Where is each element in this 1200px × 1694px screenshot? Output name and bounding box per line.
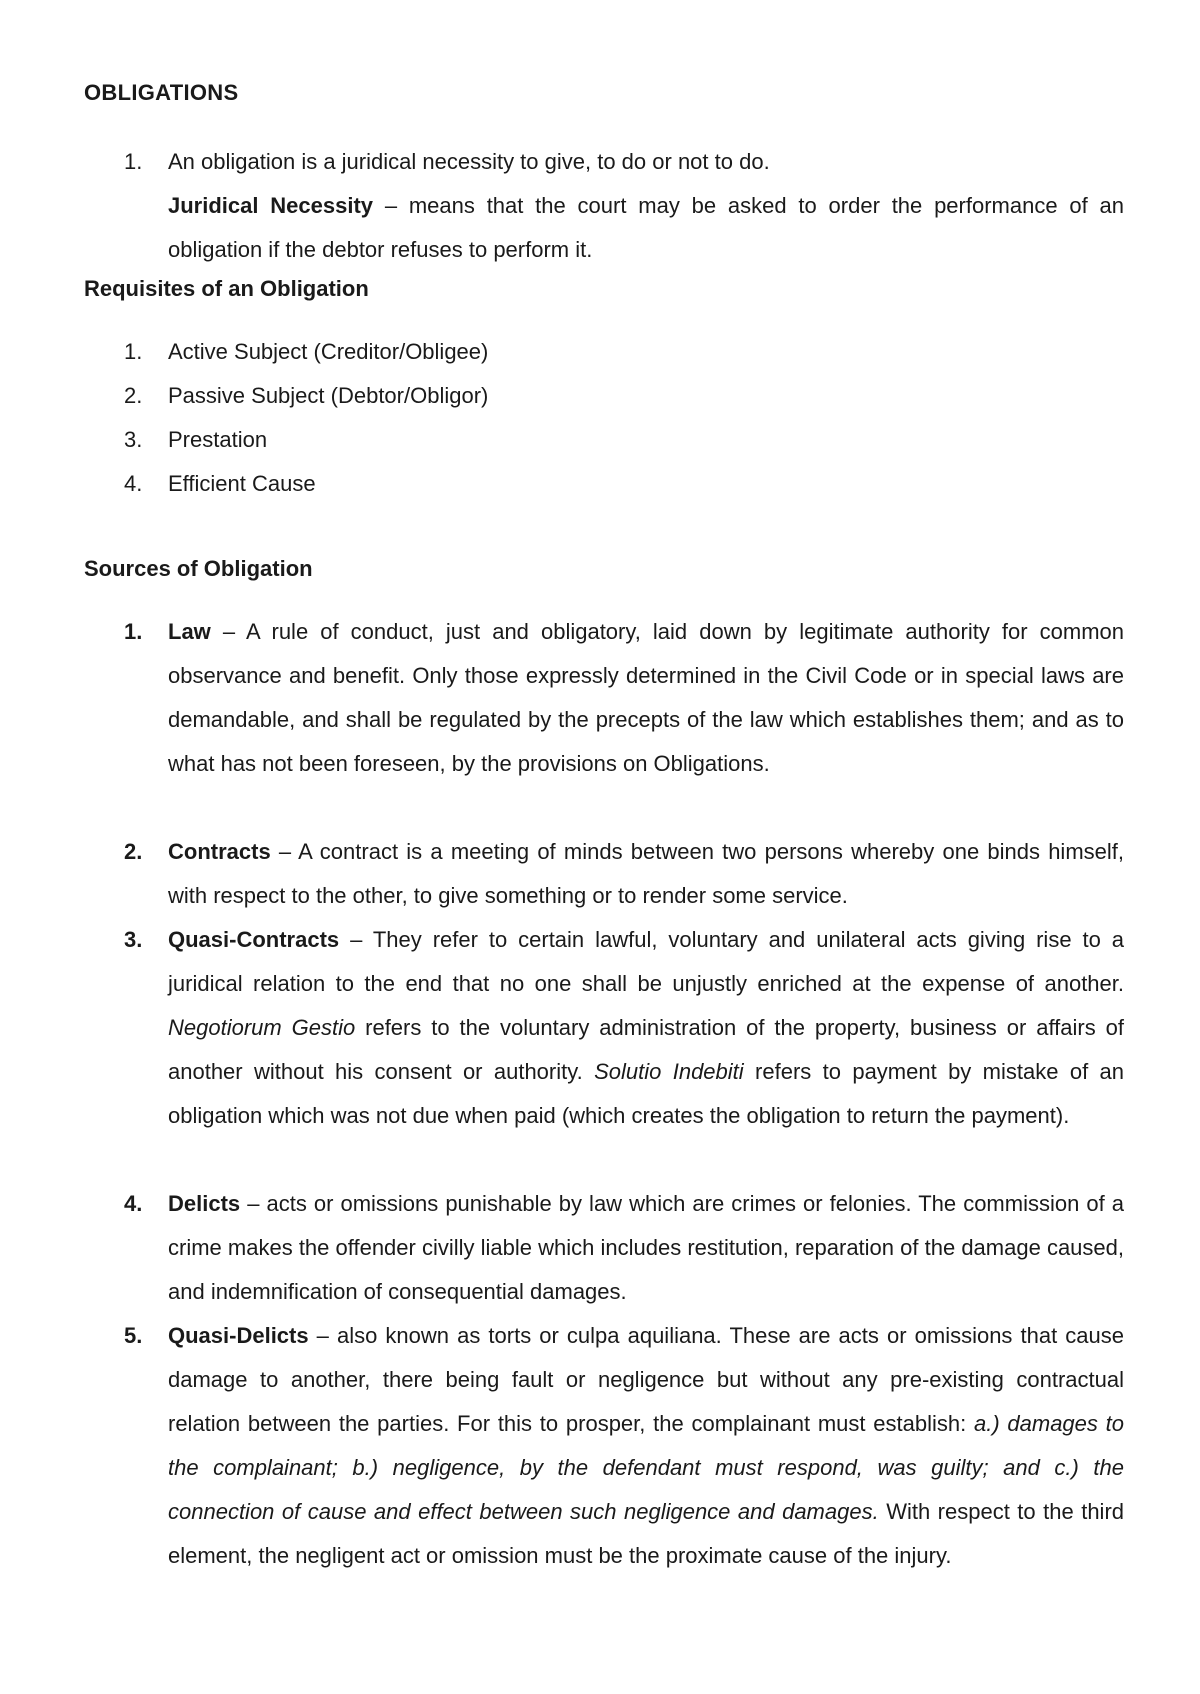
source-item-law [168,610,1124,786]
intro-block [168,140,1124,272]
juridical-necessity-term: Juridical Necessity [168,193,374,218]
source-text: – acts or omissions punishable by law which are crimes or felonies. The commission of a crime makes the offender civilly liable which includes restitution, reparation of the damage caused, and indemnification of consequential damages. [168,1191,1124,1304]
source-number: 5. [124,1323,143,1348]
intro-definition: An obligation is a juridical necessity to give, to do or not to do. [168,149,770,174]
source-text: refers to payment by mistake of an obligation which was not due when paid (which creates the obligation to return the payment). [168,1059,1125,1128]
requisite-item: Efficient Cause [168,471,316,496]
intro-number: 1. [124,149,143,174]
elements-italic-text: a.) damages to the complainant; b.) negligence, by the defendant must respond, was guilty; and c.) the connection of cause and effect between such negligence and damages. [168,1411,1124,1524]
requisite-item: Active Subject (Creditor/Obligee) [168,339,489,364]
requisite-number: 3. [124,427,143,452]
requisite-item: Prestation [168,427,268,452]
requisite-number: 1. [124,339,143,364]
source-number: 3. [124,927,143,952]
source-number: 1. [124,619,143,644]
source-term: Law [168,619,211,644]
juridical-necessity-text: – means that the court may be asked to order the performance of an obligation if the debtor refuses to perform it. [168,193,1124,262]
source-term: Quasi-Contracts [168,927,340,952]
source-text: – A contract is a meeting of minds between two persons whereby one binds himself, with respect to the other, to give something or to render some service. [168,839,1124,908]
source-text: – They refer to certain lawful, voluntary and unilateral acts giving rise to a juridical relation to the end that no one shall be unjustly enriched at the expense of another. [168,927,1124,996]
requisite-item: Passive Subject (Debtor/Obligor) [168,383,489,408]
juridical-necessity-paragraph [168,184,1124,272]
requisite-number: 2. [124,383,143,408]
source-text: With respect to the third element, the negligent act or omission must be the proximate cause of the injury. [168,1499,1124,1568]
source-item-quasi-contracts [168,918,1124,1138]
solutio-indebiti-term: Solutio Indebiti [594,1059,744,1084]
source-term: Delicts [168,1191,241,1216]
source-number: 2. [124,839,143,864]
source-number: 4. [124,1191,143,1216]
requisite-number: 4. [124,471,143,496]
source-item-contracts [168,830,1124,918]
requisites-heading: Requisites of an Obligation [84,276,369,301]
negotiorum-gestio-term: Negotiorum Gestio [168,1015,356,1040]
source-text: – also known as torts or culpa aquiliana. These are acts or omissions that cause damage to another, there being fault or negligence but without any pre-existing contractual relation between the parties. For this to prosper, the complainant must establish: [168,1323,1124,1436]
source-text: refers to the voluntary administration of the property, business or affairs of another without his consent or authority. [168,1015,1124,1084]
source-term: Quasi-Delicts [168,1323,309,1348]
source-text: – A rule of conduct, just and obligatory, laid down by legitimate authority for common observance and benefit. Only those expressly determined in the Civil Code or in special laws are demandable, and shall be regulated by the precepts of the law which establishes them; and as to what has not been foreseen, by the provisions on Obligations. [168,619,1124,776]
sources-heading: Sources of Obligation [84,556,313,581]
source-item-quasi-delicts [168,1314,1124,1578]
document-title: OBLIGATIONS [84,80,239,105]
source-item-delicts [168,1182,1124,1314]
source-term: Contracts [168,839,271,864]
